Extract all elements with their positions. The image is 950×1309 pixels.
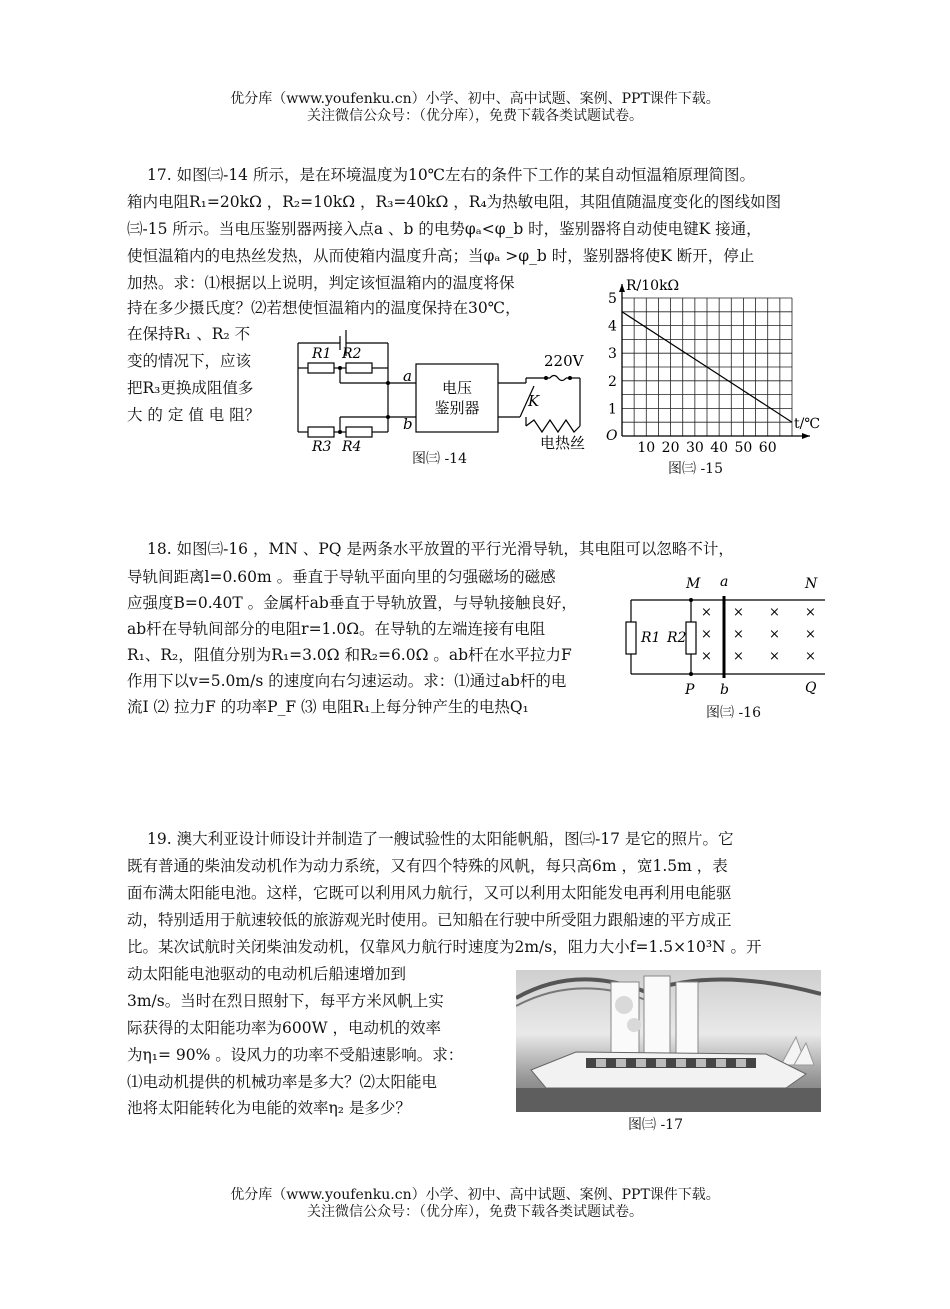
q19-line-8: 际获得的太阳能功率为600W ，电动机的效率 <box>127 1019 441 1037</box>
y-axis-arrow <box>619 284 625 292</box>
q19-line-11: 池将太阳能转化为电能的效率η₂ 是多少？ <box>127 1099 411 1117</box>
rails-diagram <box>625 572 835 702</box>
fig17-caption: 图㈢ -17 <box>628 1117 683 1133</box>
resistance-temperature-graph <box>600 278 840 458</box>
M-label: M <box>686 576 701 592</box>
x-axis-arrow <box>802 433 810 439</box>
magnetic-field-cross: × <box>701 627 712 642</box>
Q-label: Q <box>805 680 817 696</box>
a-label: a <box>403 367 412 385</box>
x-tick-label: 20 <box>661 440 680 456</box>
b-label: b <box>403 415 413 433</box>
x-tick-label: 40 <box>710 440 729 456</box>
q19-line-5: 比。某次试航时关闭柴油发动机，仅靠风力航行时速度为2m/s，阻力大小f=1.5×10³N 。开 <box>127 938 762 956</box>
solar-boat-photo <box>516 970 821 1112</box>
q19-line-3: 面布满太阳能电池。这样，它既可以利用风力航行，又可以利用太阳能发电再利用电能驱 <box>127 884 732 902</box>
x-tick-label: 60 <box>758 440 777 456</box>
q18-line-1: 18. 如图㈢-16 ，MN 、PQ 是两条水平放置的平行光滑导轨，其电阻可以忽略不计， <box>147 540 734 558</box>
x-axis-label: t/℃ <box>794 416 821 432</box>
q17-line-3: ㈢-15 所示。当电压鉴别器两接入点a 、b 的电势φₐ<φ_b 时，鉴别器将自动使电键K 接通， <box>127 220 762 238</box>
magnetic-field-cross: × <box>805 649 816 664</box>
q17-line-5: 加热。求：⑴根据以上说明，判定该恒温箱内的温度将保 <box>127 274 515 292</box>
q19-line-6: 动太阳能电池驱动的电动机后船速增加到 <box>127 965 407 983</box>
q18-line-2: 导轨间距离l=0.60m 。垂直于导轨平面向里的匀强磁场的磁感 <box>127 568 556 586</box>
detector-label-1: 电压 <box>441 379 473 397</box>
q18-line-4: ab杆在导轨间部分的电阻r=1.0Ω。在导轨的左端连接有电阻 <box>127 620 546 638</box>
q18-line-5: R₁、R₂，阻值分别为R₁=3.0Ω 和R₂=6.0Ω 。ab杆在水平拉力F <box>127 646 572 664</box>
q17-line-6: 持在多少摄氏度？⑵若想使恒温箱内的温度保持在30℃， <box>127 299 521 317</box>
r3-label: R3 <box>312 439 332 455</box>
a-rail-label: a <box>720 574 729 590</box>
q18-line-3: 应强度B=0.40T 。金属杆ab垂直于导轨放置，与导轨接触良好， <box>127 594 577 612</box>
N-label: N <box>805 576 818 592</box>
q19-line-9: 为η₁= 90% 。设风力的功率不受船速影响。求： <box>127 1046 464 1064</box>
magnetic-field-cross: × <box>733 627 744 642</box>
P-label: P <box>685 682 695 698</box>
r1-rail-label: R1 <box>641 630 661 646</box>
q17-line-8: 变的情况下，应该 <box>127 352 252 370</box>
r2-label: R2 <box>342 346 362 362</box>
q19-line-2: 既有普通的柴油发动机作为动力系统，又有四个特殊的风帆，每只高6m ，宽1.5m ，表 <box>127 857 728 875</box>
footer-line-2: 关注微信公众号：（优分库），免费下载各类试题试卷。 <box>307 1204 643 1220</box>
magnetic-field-cross: × <box>805 627 816 642</box>
detector-label-2: 鉴别器 <box>434 399 480 417</box>
r1-label: R1 <box>312 346 332 362</box>
q17-line-2: 箱内电阻R₁=20kΩ ，R₂=10kΩ ，R₃=40kΩ ，R₄为热敏电阻，其阻值随温度变化的图线如图 <box>127 193 782 211</box>
q19-line-7: 3m/s。当时在烈日照射下，每平方米风帆上实 <box>127 992 444 1010</box>
magnetic-field-cross: × <box>733 649 744 664</box>
r2-rail-label: R2 <box>667 630 687 646</box>
footer-line-1: 优分库（www.youfenku.cn）小学、初中、高中试题、案例、PPT课件下载。 <box>230 1187 720 1203</box>
b-rail-label: b <box>720 682 729 698</box>
header-line-1: 优分库（www.youfenku.cn）小学、初中、高中试题、案例、PPT课件下载。 <box>230 91 720 107</box>
fig14-caption: 图㈢ -14 <box>412 451 467 467</box>
y-axis-label: R/10kΩ <box>626 278 680 294</box>
voltage-label: 220V <box>544 352 584 370</box>
x-tick-label: 50 <box>734 440 753 456</box>
magnetic-field-cross: × <box>701 605 712 620</box>
heater-label: 电热丝 <box>540 434 586 452</box>
q17-line-7: 在保持R₁ 、R₂ 不 <box>127 325 251 343</box>
magnetic-field-cross: × <box>769 649 780 664</box>
y-tick-label: 5 <box>608 291 617 307</box>
magnetic-field-cross: × <box>701 649 712 664</box>
magnetic-field-cross: × <box>733 605 744 620</box>
q17-line-9: 把R₃更换成阻值多 <box>127 379 254 397</box>
origin-label: O <box>606 428 618 444</box>
q19-line-10: ⑴电动机提供的机械功率是多大？⑵太阳能电 <box>127 1073 438 1091</box>
r4-label: R4 <box>342 439 362 455</box>
y-tick-label: 2 <box>608 373 617 390</box>
q17-line-10: 大 的 定 值 电 阻？ <box>127 406 261 424</box>
magnetic-field-cross: × <box>805 605 816 620</box>
y-tick-label: 4 <box>608 318 617 335</box>
q17-line-4: 使恒温箱内的电热丝发热，从而使箱内温度升高；当φₐ >φ_b 时，鉴别器将使K 断开，停止 <box>127 247 755 265</box>
x-tick-label: 10 <box>637 440 656 456</box>
q19-line-4: 动，特别适用于航速较低的旅游观光时使用。已知船在行驶中所受阻力跟船速的平方成正 <box>127 911 732 929</box>
magnetic-field-cross: × <box>769 627 780 642</box>
circuit-diagram <box>290 328 600 468</box>
q18-line-6: 作用下以v=5.0m/s 的速度向右匀速运动。求：⑴通过ab杆的电 <box>127 672 567 690</box>
switch-label: K <box>528 392 540 410</box>
fig16-caption: 图㈢ -16 <box>706 705 761 721</box>
fig15-caption: 图㈢ -15 <box>668 461 723 477</box>
magnetic-field-cross: × <box>769 605 780 620</box>
q19-line-1: 19. 澳大利亚设计师设计并制造了一艘试验性的太阳能帆船，图㈢-17 是它的照片。它 <box>147 830 734 848</box>
x-tick-label: 30 <box>685 440 704 456</box>
y-tick-label: 1 <box>608 401 617 418</box>
q18-line-7: 流I ⑵ 拉力F 的功率P_F ⑶ 电阻R₁上每分钟产生的电热Q₁ <box>127 698 529 716</box>
y-tick-label: 3 <box>608 346 617 363</box>
q17-line-1: 17. 如图㈢-14 所示，是在环境温度为10℃左右的条件下工作的某自动恒温箱原理简图。 <box>147 166 756 184</box>
header-line-2: 关注微信公众号：（优分库），免费下载各类试题试卷。 <box>307 108 643 124</box>
